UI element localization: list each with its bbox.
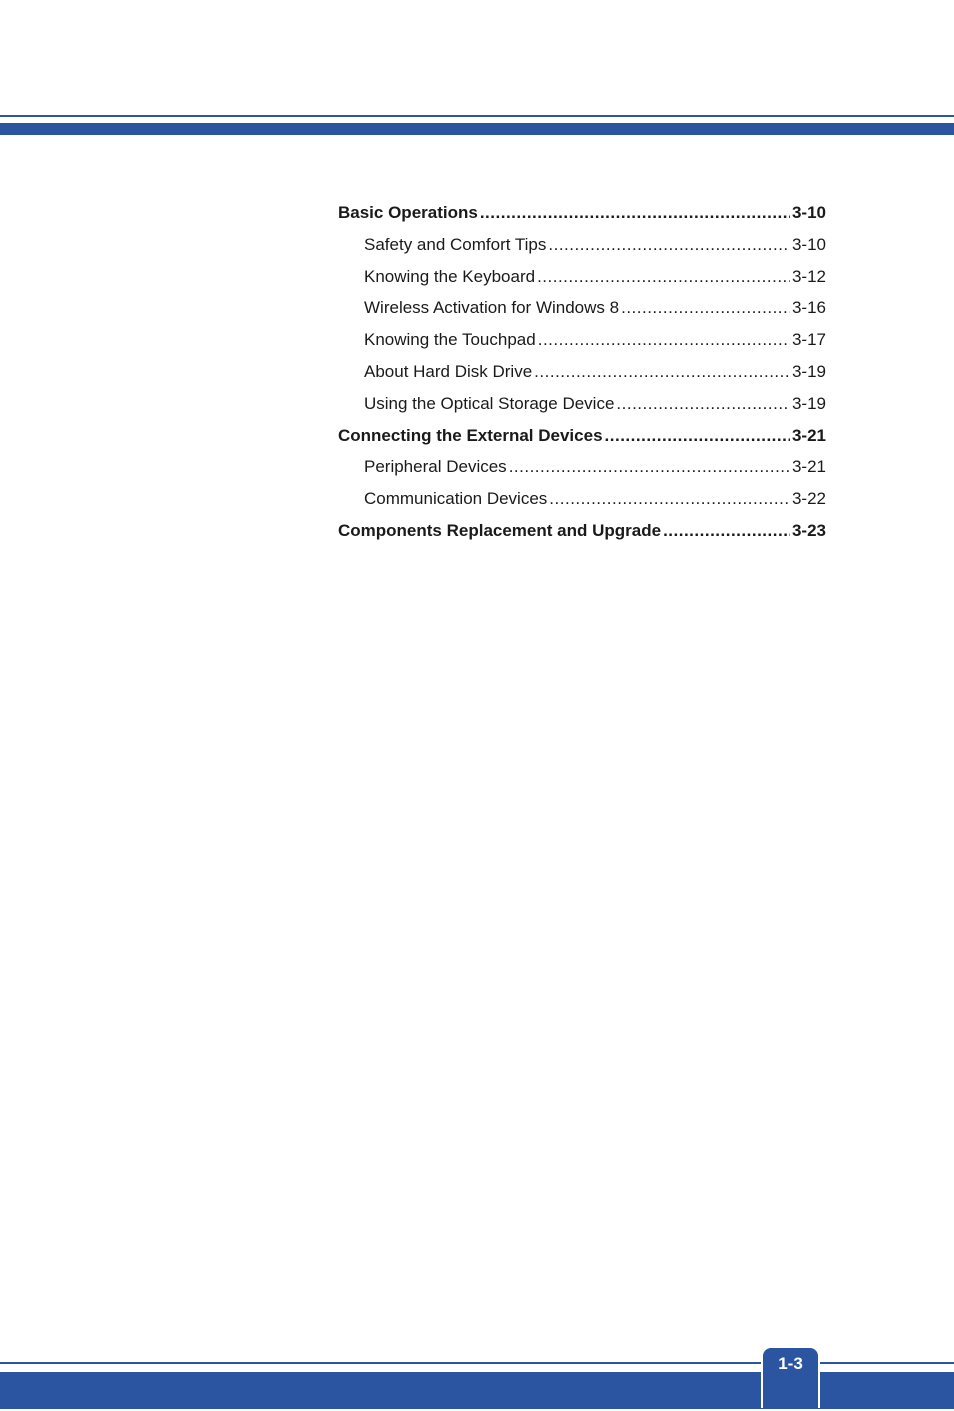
page-number: 1-3 [778, 1354, 803, 1373]
toc-entry-page: 3-19 [791, 393, 826, 413]
toc-entry-connecting-external-devices[interactable] [338, 420, 826, 452]
toc-leader-dots [534, 356, 790, 388]
toc-leader-dots [621, 292, 790, 324]
toc-entry-page: 3-23 [791, 520, 826, 540]
toc-entry-wireless-activation[interactable] [338, 292, 826, 324]
toc-entry-page: 3-12 [791, 266, 826, 286]
toc-entry-communication-devices[interactable] [338, 483, 826, 515]
toc-entry-page: 3-16 [791, 298, 826, 318]
toc-entry-page: 3-19 [791, 361, 826, 381]
toc-leader-dots [509, 451, 790, 483]
toc-entry-title: Knowing the Keyboard [364, 266, 536, 286]
toc-leader-dots [538, 324, 790, 356]
toc-entry-components-replacement[interactable] [338, 515, 826, 547]
toc-entry-page: 3-21 [791, 457, 826, 477]
toc-entry-title: Communication Devices [364, 489, 548, 509]
toc-entry-title: Using the Optical Storage Device [364, 393, 615, 413]
toc-entry-page: 3-17 [791, 330, 826, 350]
toc-entry-knowing-the-keyboard[interactable] [338, 261, 826, 293]
toc-entry-about-hard-disk-drive[interactable] [338, 356, 826, 388]
toc-entry-title: Peripheral Devices [364, 457, 507, 477]
toc-entry-title: About Hard Disk Drive [364, 361, 533, 381]
toc-entry-title: Wireless Activation for Windows 8 [364, 298, 620, 318]
toc-leader-dots [616, 388, 790, 420]
toc-leader-dots [548, 229, 790, 261]
toc-entry-knowing-the-touchpad[interactable] [338, 324, 826, 356]
toc-entry-safety-and-comfort-tips[interactable] [338, 229, 826, 261]
toc-entry-title: Basic Operations [338, 203, 478, 222]
table-of-contents [338, 197, 826, 547]
toc-entry-page: 3-10 [791, 234, 826, 254]
toc-leader-dots [480, 197, 790, 229]
toc-entry-optical-storage-device[interactable] [338, 388, 826, 420]
toc-entry-title: Safety and Comfort Tips [364, 234, 547, 254]
toc-leader-dots [605, 420, 790, 452]
toc-leader-dots [537, 261, 790, 293]
toc-entry-title: Components Replacement and Upgrade [338, 520, 662, 540]
toc-entry-title: Knowing the Touchpad [364, 330, 536, 350]
toc-leader-dots [663, 515, 790, 547]
header-rule-thick [0, 123, 954, 135]
toc-entry-basic-operations[interactable] [338, 197, 826, 229]
toc-entry-page: 3-10 [791, 203, 826, 222]
toc-entry-peripheral-devices[interactable] [338, 451, 826, 483]
header-rule-thin [0, 115, 954, 117]
toc-entry-title: Connecting the External Devices [338, 425, 603, 445]
toc-entry-page: 3-21 [791, 425, 826, 445]
toc-leader-dots [549, 483, 790, 515]
toc-entry-page: 3-22 [791, 489, 826, 509]
